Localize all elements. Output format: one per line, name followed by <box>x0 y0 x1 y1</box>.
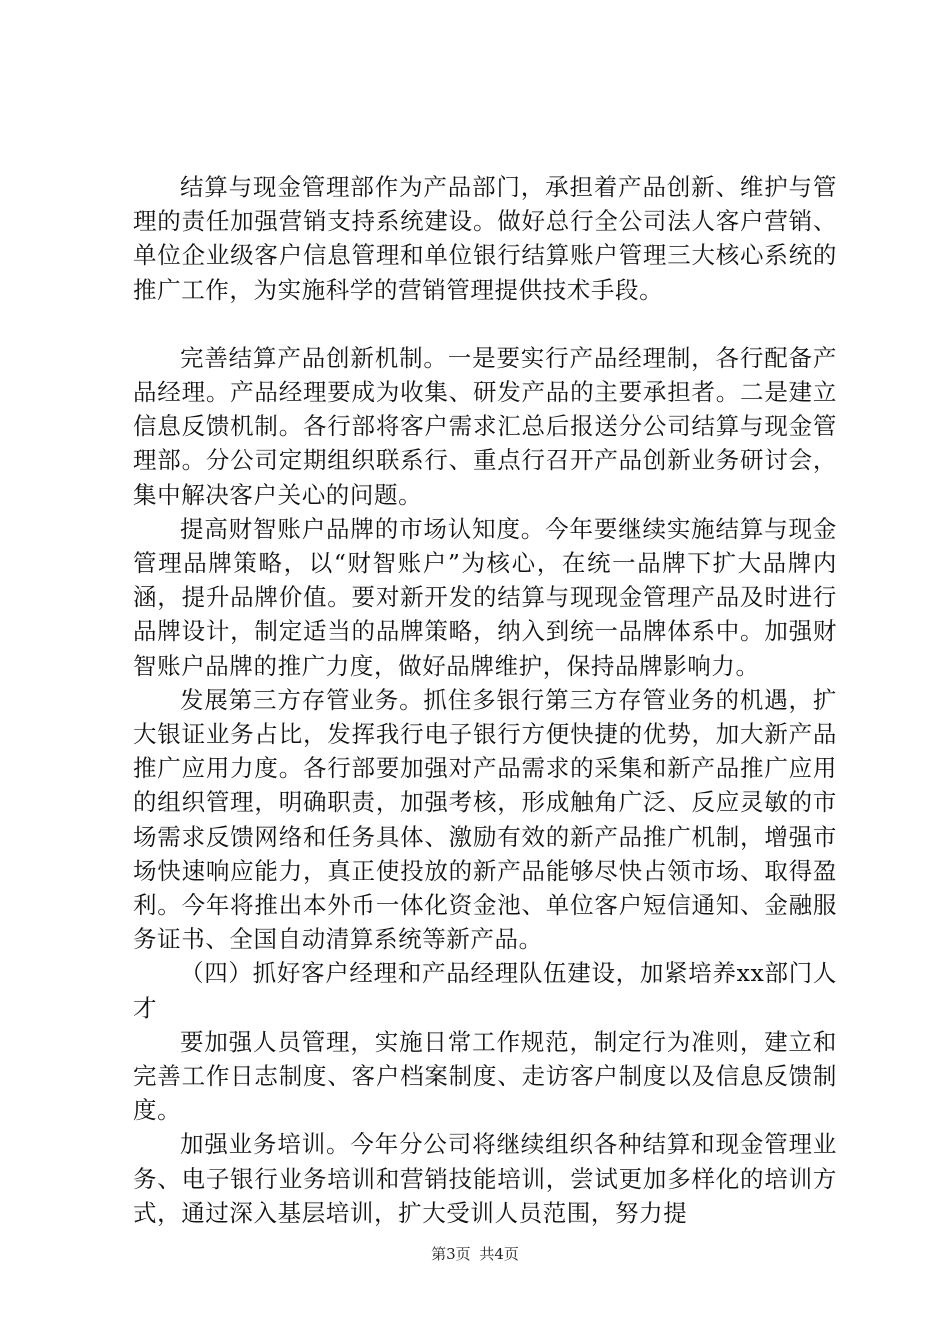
paragraph-settlement-department: 结算与现金管理部作为产品部门，承担着产品创新、维护与管理的责任加强营销支持系统建设。做好总行全公司法人客户营销、单位企业级客户信息管理和单位银行结算账户管理三大核心系统的推广工作，为实施科学的营销管理提供技术手段。 <box>133 173 837 304</box>
page-number: 第3页 <box>431 1245 471 1263</box>
document-body <box>133 170 837 1230</box>
paragraph-brand-awareness: 提高财智账户品牌的市场认知度。今年要继续实施结算与现金管理品牌策略，以“财智账户”为核心，在统一品牌下扩大品牌内涵，提升品牌价值。要对新开发的结算与现现金管理产品及时进行品牌设计，制定适当的品牌策略，纳入到统一品牌体系中。加强财智账户品牌的推广力度，做好品牌维护，保持品牌影响力。 <box>133 514 837 680</box>
paragraph-spacer <box>133 307 837 341</box>
paragraph-product-innovation: 完善结算产品创新机制。一是要实行产品经理制，各行配备产品经理。产品经理要成为收集、研发产品的主要承担者。二是建立信息反馈机制。各行部将客户需求汇总后报送分公司结算与现金管理部。分公司定期组织联系行、重点行召开产品创新业务研讨会，集中解决客户关心的问题。 <box>133 343 837 509</box>
paragraph-business-training: 加强业务培训。今年分公司将继续组织各种结算和现金管理业务、电子银行业务培训和营销技能培训，尝试更加多样化的培训方式，通过深入基层培训，扩大受训人员范围，努力提 <box>133 1130 837 1227</box>
paragraph-third-party-custody: 发展第三方存管业务。抓住多银行第三方存管业务的机遇，扩大银证业务占比，发挥我行电子银行方便快捷的优势，加大新产品推广应用力度。各行部要加强对产品需求的采集和新产品推广应用的组织管理，明确职责，加强考核，形成触角广泛、反应灵敏的市场需求反馈网络和任务具体、激励有效的新产品推广机制，增强市场快速响应能力，真正使投放的新产品能够尽快占领市场、取得盈利。今年将推出本外币一体化资金池、单位客户短信通知、金融服务证书、全国自动清算系统等新产品。 <box>133 685 837 954</box>
page-footer <box>0 1244 950 1264</box>
page-total: 共4页 <box>479 1245 519 1263</box>
section-heading-team-building: （四）抓好客户经理和产品经理队伍建设，加紧培养xx部门人才 <box>133 959 837 1022</box>
paragraph-staff-management: 要加强人员管理，实施日常工作规范，制定行为准则，建立和完善工作日志制度、客户档案制度、走访客户制度以及信息反馈制度。 <box>133 1027 837 1125</box>
